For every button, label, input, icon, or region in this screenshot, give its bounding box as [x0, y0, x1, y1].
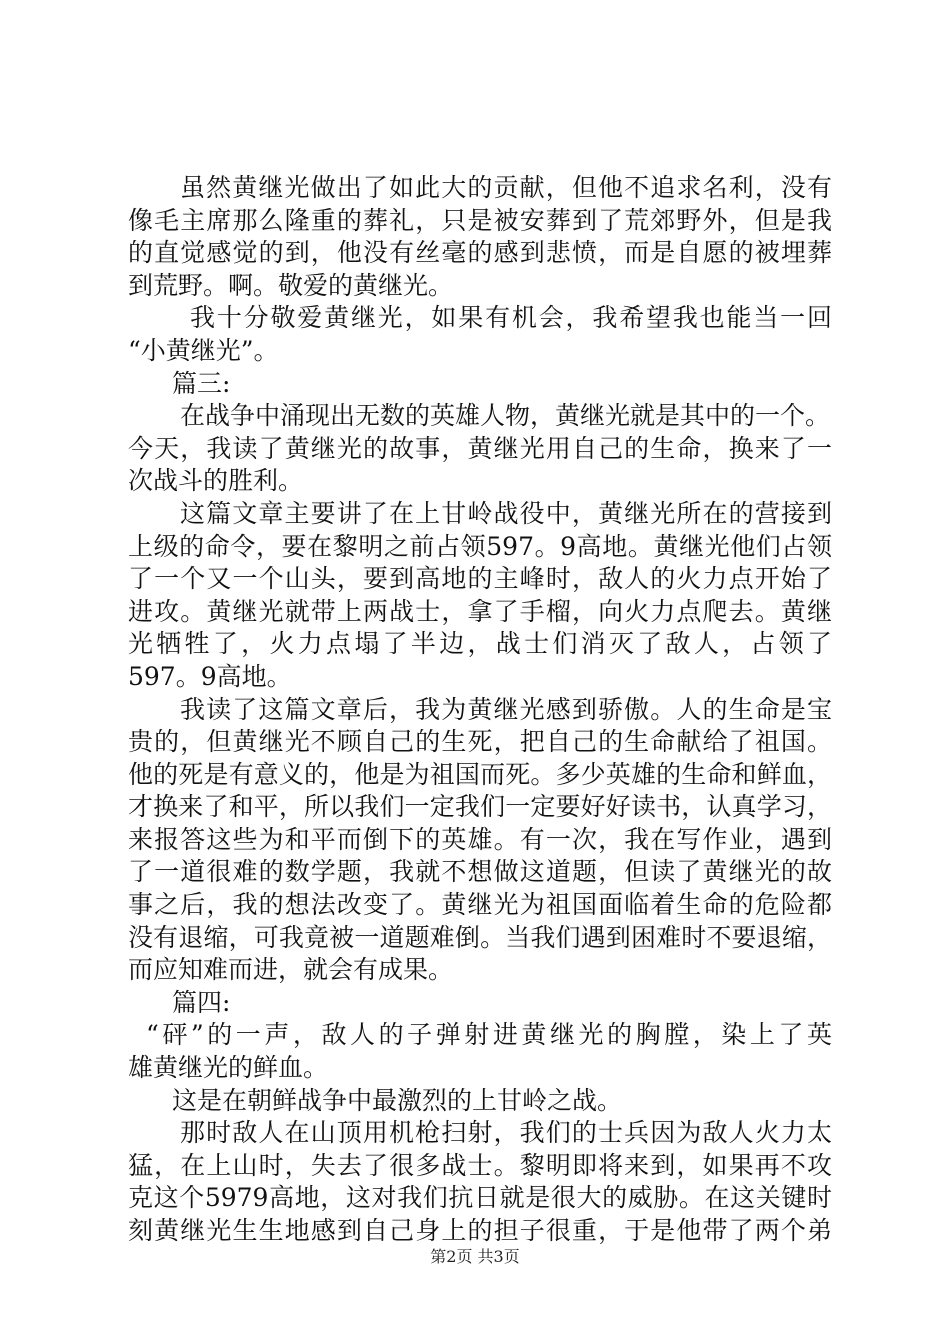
text-line: 而应知难而进，就会有成果。 [128, 955, 454, 985]
text-line: 他的死是有意义的，他是为祖国而死。多少英雄的生命和鲜血， [128, 759, 832, 789]
text-line: 刻黄继光生生地感到自己身上的担子很重，于是他带了两个弟 [128, 1216, 832, 1245]
text-line: 今天，我读了黄继光的故事，黄继光用自己的生命，换来了一 [128, 433, 832, 463]
text-line: 贵的，但黄继光不顾自己的生死，把自己的生命献给了祖国。 [128, 727, 832, 757]
text-line: 597。9高地。 [128, 661, 292, 691]
text-line: 才换来了和平，所以我们一定我们一定要好好读书，认真学习， [128, 792, 832, 822]
text-line: 克这个5979高地，这对我们抗日就是很大的威胁。在这关键时 [128, 1183, 832, 1213]
text-line: 这篇文章主要讲了在上甘岭战役中，黄继光所在的营接到 [180, 498, 832, 528]
text-line: 我十分敬爱黄继光，如果有机会，我希望我也能当一回 [190, 303, 832, 333]
text-line: 这是在朝鲜战争中最激烈的上甘岭之战。 [172, 1085, 623, 1115]
page-number: 第2页 共3页 [430, 1247, 520, 1266]
text-line: “砰”的一声，敌人的子弹射进黄继光的胸膛，染上了英 [146, 1020, 832, 1050]
page-footer [0, 1244, 950, 1267]
text-line: 那时敌人在山顶用机枪扫射，我们的士兵因为敌人火力太 [180, 1118, 832, 1148]
text-line: 没有退缩，可我竟被一道题难倒。当我们遇到困难时不要退缩， [128, 922, 832, 952]
text-line: 像毛主席那么隆重的葬礼，只是被安葬到了荒郊野外，但是我 [128, 205, 832, 235]
text-line: 了一道很难的数学题，我就不想做这道题，但读了黄继光的故 [128, 857, 832, 887]
text-line: 猛，在上山时，失去了很多战士。黎明即将来到，如果再不攻 [128, 1150, 832, 1180]
text-line: 事之后，我的想法改变了。黄继光为祖国面临着生命的危险都 [128, 890, 832, 920]
text-line: 次战斗的胜利。 [128, 466, 304, 496]
text-line: 上级的命令，要在黎明之前占领597。9高地。黄继光他们占领 [128, 531, 832, 561]
text-line: 我读了这篇文章后，我为黄继光感到骄傲。人的生命是宝 [180, 694, 832, 724]
text-line: “小黄继光”。 [128, 335, 279, 365]
text-line: 的直觉感觉的到，他没有丝毫的感到悲愤，而是自愿的被埋葬 [128, 238, 832, 268]
text-line: 进攻。黄继光就带上两战士，拿了手榴，向火力点爬去。黄继 [128, 596, 832, 626]
section-heading: 篇三: [172, 368, 231, 398]
text-line: 到荒野。啊。敬爱的黄继光。 [128, 270, 454, 300]
text-line: 雄黄继光的鲜血。 [128, 1053, 329, 1083]
document-body [128, 172, 832, 1248]
text-line: 虽然黄继光做出了如此大的贡献，但他不追求名利，没有 [180, 173, 832, 202]
text-line: 光牺牲了，火力点塌了半边，战士们消灭了敌人，占领了 [128, 629, 832, 659]
section-heading: 篇四: [172, 987, 231, 1017]
text-line: 来报答这些为和平而倒下的英雄。有一次，我在写作业，遇到 [128, 824, 832, 854]
text-line: 了一个又一个山头，要到高地的主峰时，敌人的火力点开始了 [128, 564, 832, 594]
text-line: 在战争中涌现出无数的英雄人物，黄继光就是其中的一个。 [180, 401, 831, 431]
